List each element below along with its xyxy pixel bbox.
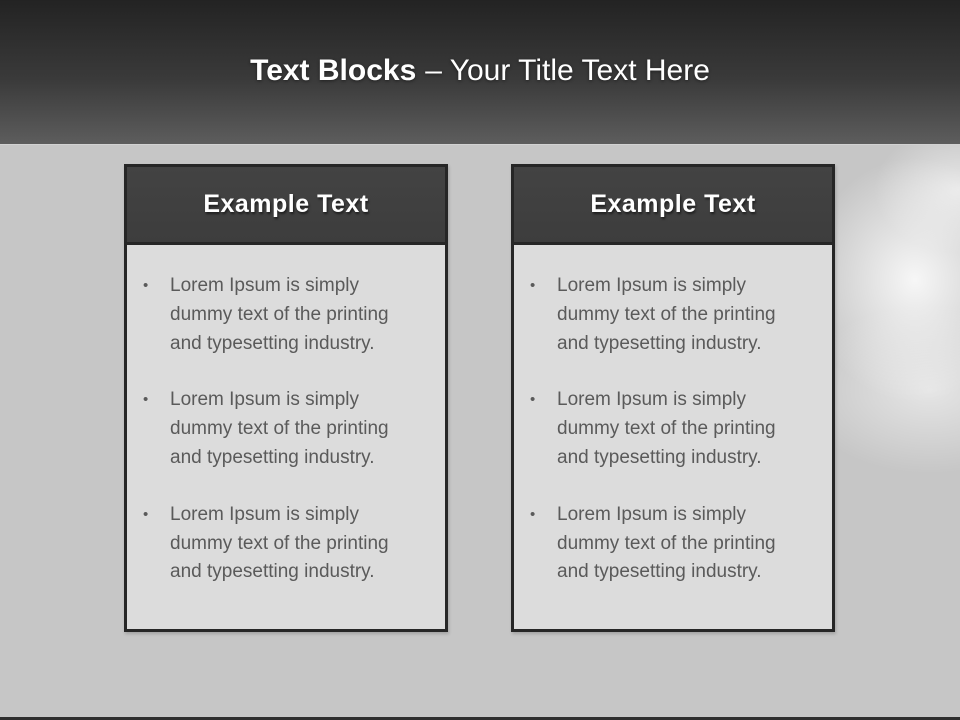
bullet-icon: • [530,505,536,523]
bullet-text-line: and typesetting industry. [170,561,375,583]
bullet-icon: • [143,277,149,294]
bullet-text-line: dummy text of the printing [557,532,776,554]
bullet-text [170,386,389,472]
page-title-bold: Text Blocks [250,54,417,87]
bullet-text-line: dummy text of the printing [170,532,389,554]
bullet-text [557,501,776,587]
text-block-card-right [511,164,835,632]
page-title-regular: – Your Title Text Here [425,54,710,87]
bullet-text-line: Lorem Ipsum is simply [170,503,359,525]
list-item [530,272,822,358]
bullet-text-line: Lorem Ipsum is simply [170,389,359,411]
bullet-icon: • [143,505,149,523]
bullet-text [557,272,776,358]
card-header-label: Example Text [203,190,369,218]
bullet-text-line: dummy text of the printing [557,418,776,440]
list-item [530,386,822,472]
bullet-text-line: dummy text of the printing [557,303,776,325]
card-header [514,167,832,245]
text-block-card-left [124,164,448,632]
bullet-icon: • [143,391,149,409]
bullet-text-line: dummy text of the printing [170,303,389,325]
card-body [514,245,832,587]
bullet-text [170,272,389,358]
bullet-text-line: and typesetting industry. [557,332,762,354]
list-item [143,386,435,472]
list-item [530,501,822,587]
page-title [0,52,960,90]
bullet-icon: • [530,391,536,409]
bullet-text-line: and typesetting industry. [557,446,762,468]
bullet-text [557,386,776,472]
bullet-text-line: Lorem Ipsum is simply [557,503,746,525]
list-item [143,501,435,587]
bullet-text-line: Lorem Ipsum is simply [557,275,746,296]
bullet-icon: • [530,277,536,294]
card-header [127,167,445,245]
bullet-text-line: Lorem Ipsum is simply [170,275,359,296]
bullet-text [170,501,389,587]
bullet-text-line: dummy text of the printing [170,418,389,440]
bullet-text-line: and typesetting industry. [170,332,375,354]
bullet-text-line: and typesetting industry. [170,446,375,468]
card-body [127,245,445,587]
bullet-text-line: Lorem Ipsum is simply [557,389,746,411]
list-item [143,272,435,358]
card-header-label: Example Text [590,190,756,218]
bullet-text-line: and typesetting industry. [557,561,762,583]
